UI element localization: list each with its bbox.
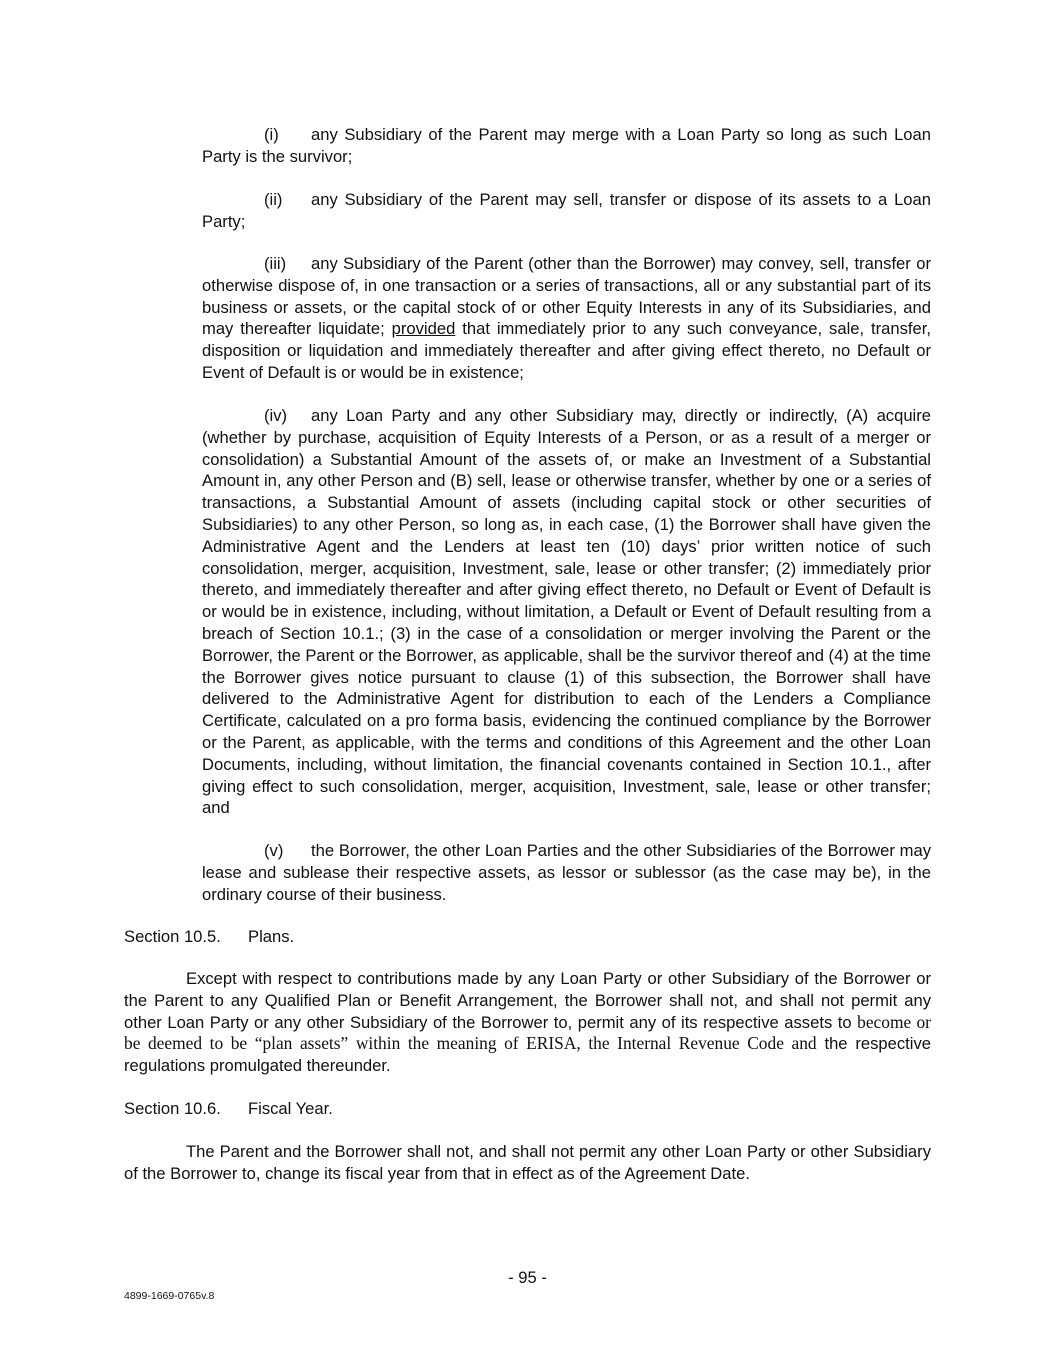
item-text-after: that immediately prior to any such conveyance, sale, transfer, disposition or liquidation and immediately thereafter and after giving effect thereto, no Default or Event of Default is or would be in existence; (202, 319, 931, 382)
section-heading-10-6 (124, 1098, 333, 1120)
list-item-ii (202, 189, 931, 233)
list-item-i (202, 124, 931, 168)
section-text-before: Except with respect to contributions made by any Loan Party or other Subsidiary of the Borrower or the Parent to any Qualified Plan or Benefit Arrangement, the Borrower shall not, and shall not permit any other Loan Party or any other Subsidiary of the Borrower to, permit any of its respective assets to (124, 969, 931, 1032)
item-text: any Loan Party and any other Subsidiary may, directly or indirectly, (A) acquire (whether by purchase, acquisition of Equity Interests of a Person, or as a result of a merger or consolidation) a Substantial Amount of the assets of, or make an Investment of a Substantial Amount in, any other Person and (B) sell, lease or otherwise transfer, whether by one or a series of transactions, a Substantial Amount of assets (including capital stock or other securities of Subsidiaries) to any other Person, so long as, in each case, (1) the Borrower shall have given the Administrative Agent and the Lenders at least ten (10) days’ prior written notice of such consolidation, merger, acquisition, Investment, sale, lease or other transfer; (2) immediately prior thereto, and immediately thereafter and after giving effect thereto, no Default or Event of Default is or would be in existence, including, without limitation, a Default or Event of Default resulting from a breach of Section 10.1.; (3) in the case of a consolidation or merger involving the Parent or the Borrower, the Parent or the Borrower, as applicable, shall be the survivor thereof and (4) at the time the Borrower gives notice pursuant to clause (1) of this subsection, the Borrower shall have delivered to the Administrative Agent for distribution to each of the Lenders a Compliance Certificate, calculated on a pro forma basis, evidencing the continued compliance by the Borrower or the Parent, as applicable, with the terms and conditions of this Agreement and the other Loan Documents, including, without limitation, the financial covenants contained in Section 10.1., after giving effect to such consolidation, merger, acquisition, Investment, sale, lease or other transfer; and (202, 406, 931, 818)
item-text: any Subsidiary of the Parent may merge with a Loan Party so long as such Loan Party is the survivor; (202, 125, 931, 166)
section-number: Section 10.6. (124, 1099, 221, 1118)
section-title: Plans. (248, 927, 295, 946)
list-item-iv (202, 405, 931, 819)
item-marker: (iii) (264, 254, 287, 273)
document-id: 4899-1669-0765v.8 (124, 1290, 215, 1302)
list-item-iii (202, 253, 931, 384)
section-text-after: the respective regulations promulgated thereunder. (124, 1034, 931, 1076)
item-text-before: any Subsidiary of the Parent (other than the Borrower) may convey, sell, transfer or otherwise dispose of, in one transaction or a series of transactions, all or any substantial part of its business or assets, or the capital stock of or other Equity Interests in any of its Subsidiaries, and may thereafter liquidate; (202, 254, 931, 339)
section-title: Fiscal Year. (248, 1099, 333, 1118)
item-text: the Borrower, the other Loan Parties and the other Subsidiaries of the Borrower may lease and sublease their respective assets, as lessor or sublessor (as the case may be), in the ordinary course of their business. (202, 841, 931, 904)
item-marker: (iv) (264, 406, 288, 425)
page-number: - 95 - (508, 1268, 547, 1287)
list-item-v (202, 840, 931, 905)
item-marker: (v) (264, 841, 284, 860)
item-marker: (ii) (264, 190, 283, 209)
section-text-serif: become or be deemed to be “plan assets” within the meaning of ERISA, the Internal Revenue Code and (124, 1011, 931, 1054)
section-body-10-6 (124, 1141, 931, 1185)
section-text: The Parent and the Borrower shall not, and shall not permit any other Loan Party or other Subsidiary of the Borrower to, change its fiscal year from that in effect as of the Agreement Date. (124, 1142, 931, 1183)
provided-emphasis: provided (391, 319, 456, 339)
item-marker: (i) (264, 125, 279, 144)
section-body-10-5 (124, 968, 931, 1077)
item-text: any Subsidiary of the Parent may sell, transfer or dispose of its assets to a Loan Party; (202, 190, 931, 231)
section-number: Section 10.5. (124, 927, 221, 946)
section-heading-10-5 (124, 926, 294, 948)
